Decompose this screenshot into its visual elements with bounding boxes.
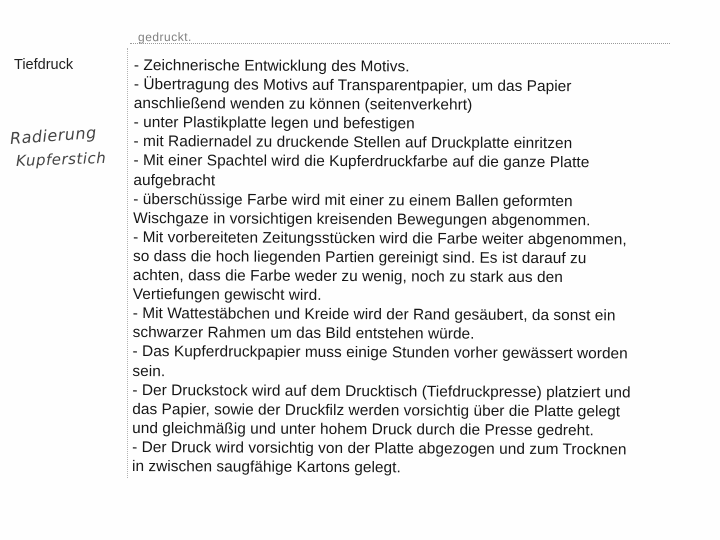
text-line: schwarzer Rahmen um das Bild entstehen würde. bbox=[132, 324, 475, 343]
table-rule-column bbox=[127, 48, 128, 478]
text-line: und gleichmäßig und unter hohem Druck durch die Presse gedreht. bbox=[132, 419, 594, 440]
handwritten-word-radierung: Radierung bbox=[9, 122, 98, 148]
process-description bbox=[132, 56, 664, 479]
text-line: so dass die hoch liegenden Partien gereinigt sind. Es ist darauf zu bbox=[132, 247, 587, 268]
handwritten-word-kupferstich: Kupferstich bbox=[15, 148, 107, 170]
text-line: - Mit Wattestäbchen und Kreide wird der Rand gesäubert, da sonst ein bbox=[132, 305, 616, 325]
text-line: - überschüssige Farbe wird mit einer zu einem Ballen geformten bbox=[133, 190, 573, 210]
text-line: - unter Plastikplatte legen und befestigen bbox=[133, 114, 415, 133]
text-line: Vertiefungen gewischt wird. bbox=[132, 286, 322, 305]
text-line: - Mit vorbereiteten Zeitungsstücken wird die Farbe weiter abgenommen, bbox=[133, 228, 627, 249]
text-line: aufgebracht bbox=[133, 171, 216, 189]
text-line: - Zeichnerische Entwicklung des Motivs. bbox=[133, 56, 410, 76]
text-line: achten, dass die Farbe weder zu wenig, noch zu stark aus den bbox=[132, 267, 563, 287]
table-rule-top bbox=[130, 43, 670, 44]
text-line: - Das Kupferdruckpapier muss einige Stunden vorher gewässert worden bbox=[132, 343, 628, 363]
row-label-tiefdruck: Tiefdruck bbox=[14, 57, 74, 73]
cut-off-previous-line: gedruckt. bbox=[137, 29, 192, 45]
text-line: anschließend wenden zu können (seitenverkehrt) bbox=[133, 95, 473, 114]
text-line: - mit Radiernadel zu druckende Stellen auf Druckplatte einritzen bbox=[133, 133, 573, 153]
text-line: das Papier, sowie der Druckfilz werden vorsichtig über die Platte gelegt bbox=[132, 400, 621, 421]
text-line: in zwischen saugfähige Kartons gelegt. bbox=[131, 457, 401, 477]
handwritten-note bbox=[9, 122, 122, 172]
text-line: - Der Druckstock wird auf dem Drucktisch (Tiefdruckpresse) platziert und bbox=[132, 381, 631, 402]
text-line: Wischgaze in vorsichtigen kreisenden Bewegungen abgenommen. bbox=[133, 209, 591, 229]
text-line: - Übertragung des Motivs auf Transparentpapier, um das Papier bbox=[133, 76, 572, 96]
text-line: - Mit einer Spachtel wird die Kupferdruckfarbe auf die ganze Platte bbox=[133, 152, 590, 172]
text-line: - Der Druck wird vorsichtig von der Platte abgezogen und zum Trocknen bbox=[132, 438, 627, 459]
text-line: sein. bbox=[132, 362, 166, 380]
